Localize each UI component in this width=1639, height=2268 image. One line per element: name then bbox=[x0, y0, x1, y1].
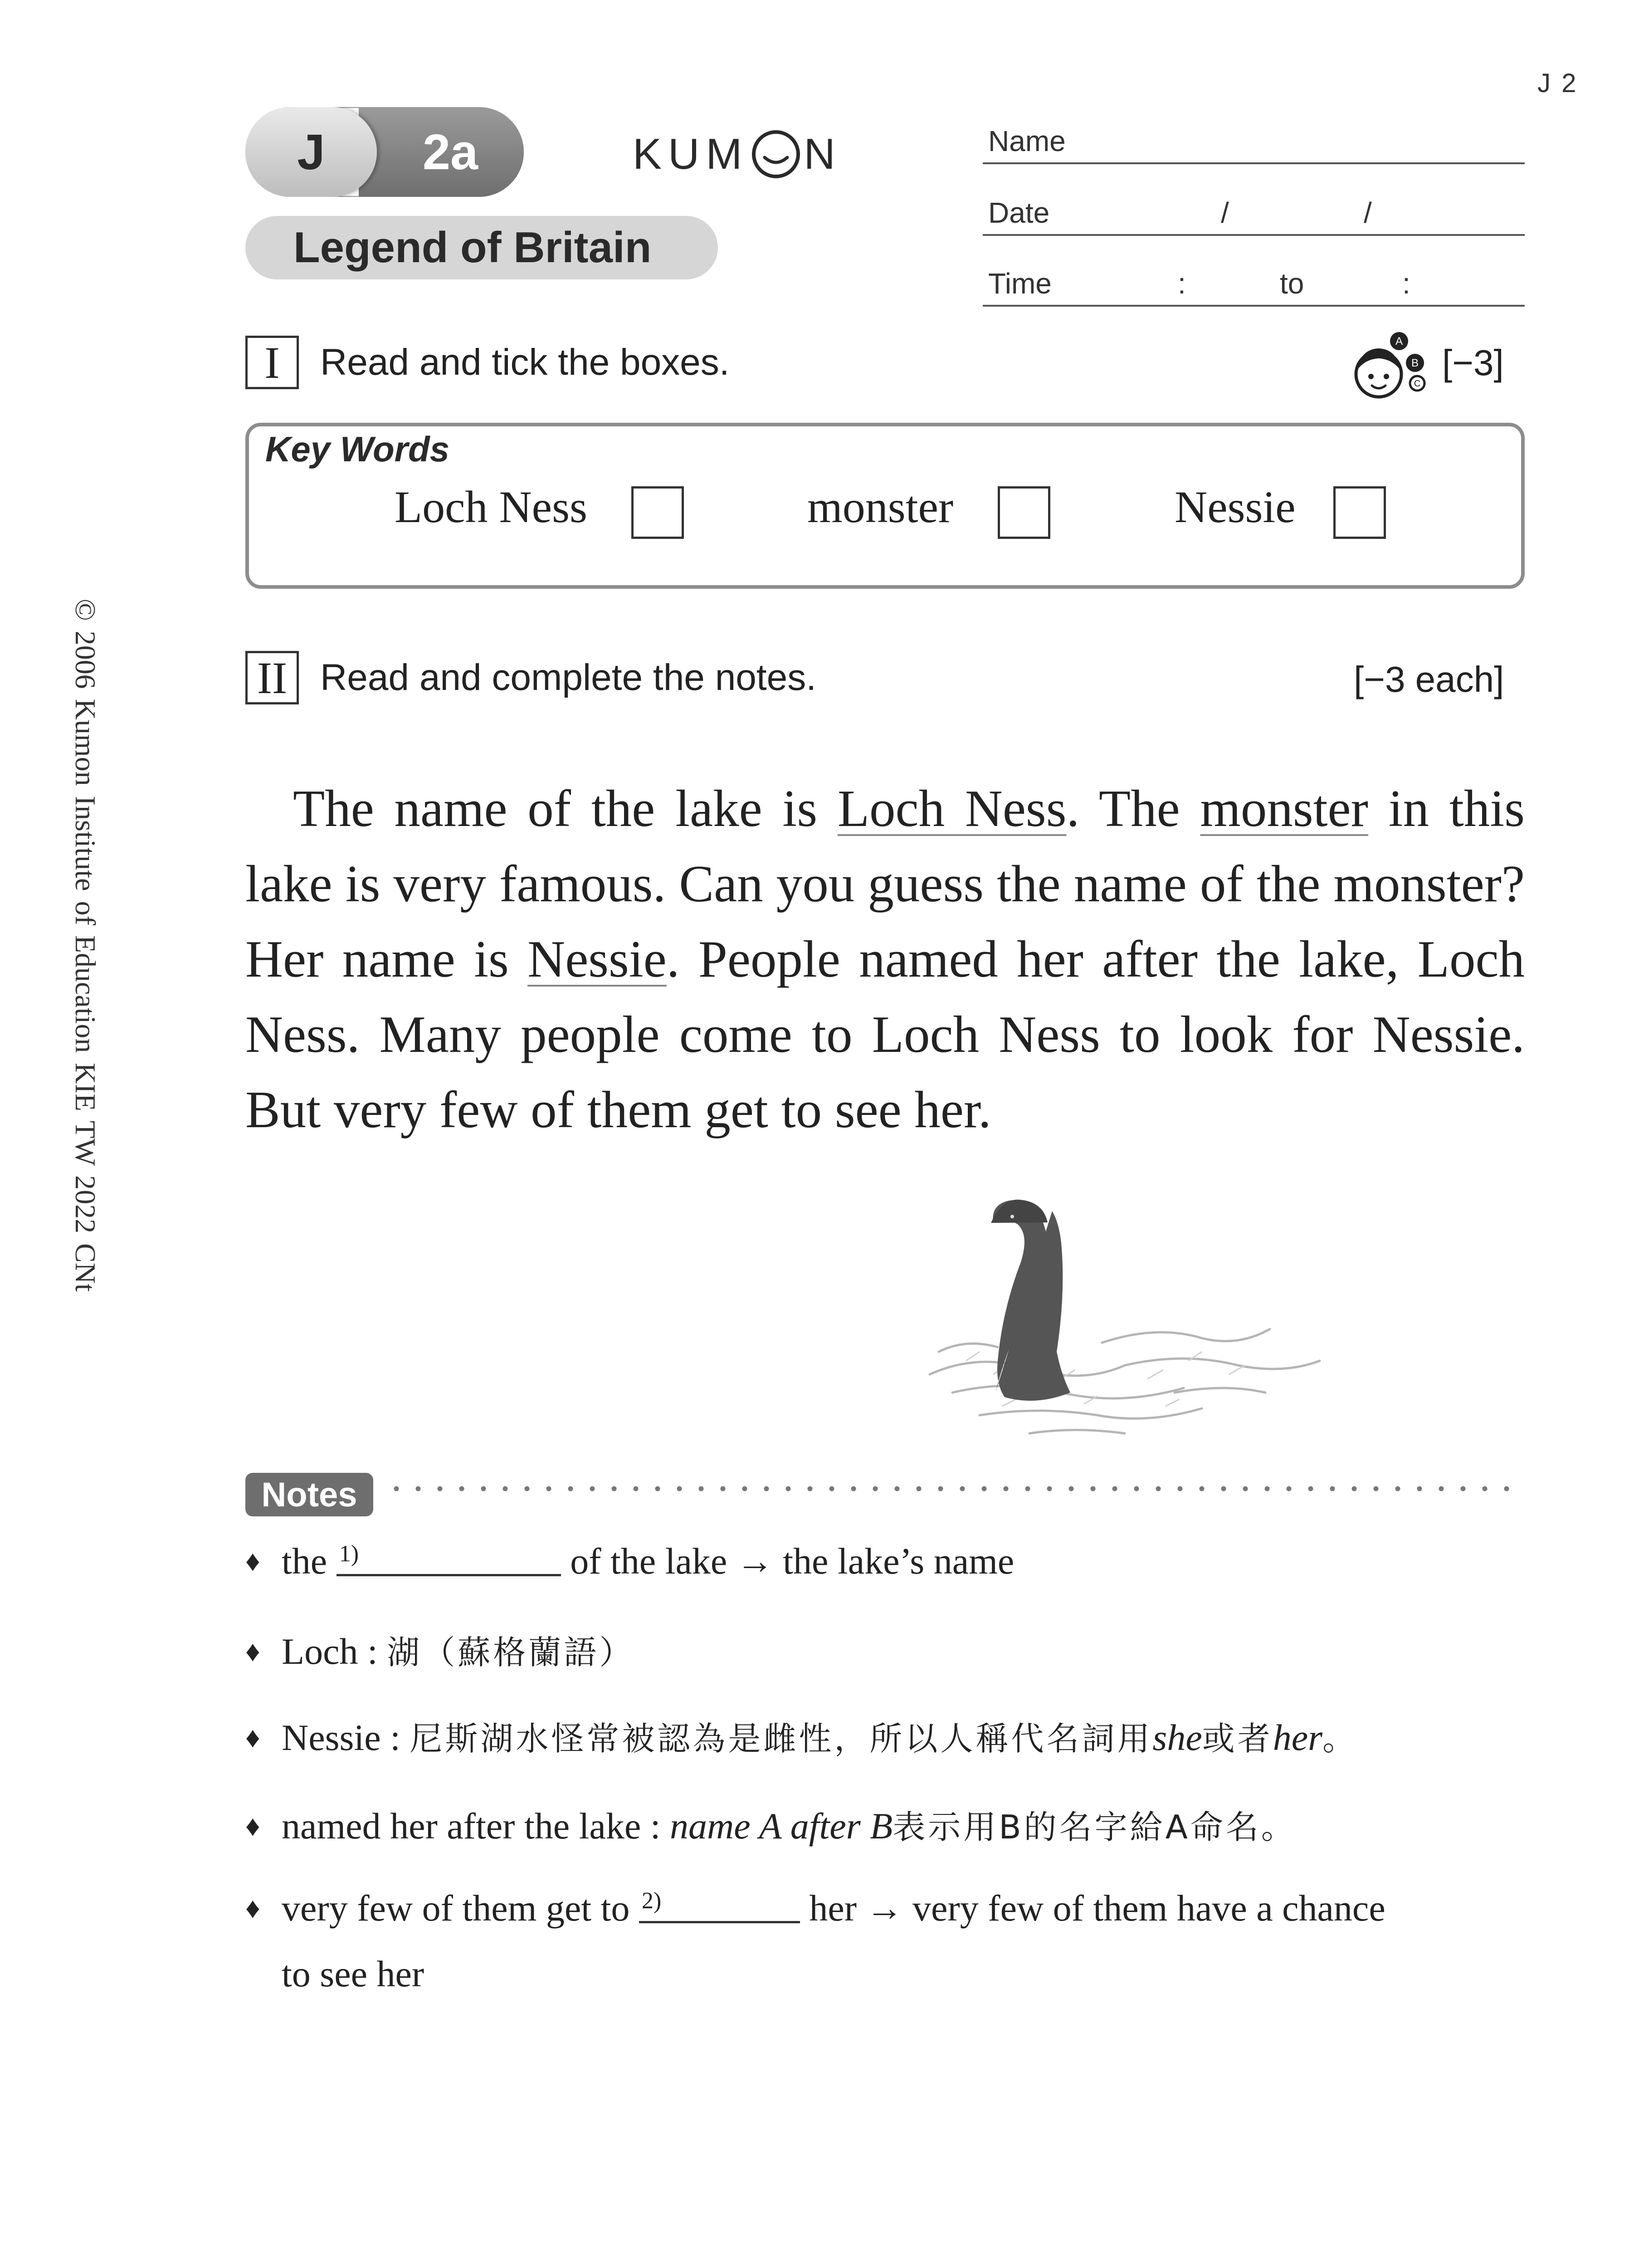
note-pattern: name A after B bbox=[670, 1805, 893, 1847]
passage-text: The name of the lake is bbox=[293, 780, 838, 837]
note-item-3 bbox=[245, 1712, 1358, 1760]
note-item-2 bbox=[245, 1626, 634, 1673]
tick-box-monster[interactable] bbox=[998, 486, 1050, 539]
key-words-title: Key Words bbox=[265, 429, 449, 469]
time-label: Time bbox=[988, 267, 1052, 300]
diamond-bullet-icon: ♦ bbox=[245, 1721, 260, 1754]
underlined-word: monster bbox=[1200, 780, 1368, 837]
passage-text: . The bbox=[1066, 780, 1200, 837]
name-field[interactable] bbox=[983, 114, 1525, 164]
date-separator: / bbox=[1364, 196, 1372, 229]
level-letter: J bbox=[245, 107, 377, 197]
kumon-face-icon bbox=[751, 129, 801, 179]
svg-text:B: B bbox=[1411, 357, 1419, 369]
answer-blank-1[interactable] bbox=[337, 1542, 561, 1576]
section-2-points: [−3 each] bbox=[1354, 659, 1504, 699]
copyright-notice: © 2006 Kumon Institute of Education KIE TW 2022 CNt bbox=[69, 599, 102, 1292]
section-1-instruction: Read and tick the boxes. bbox=[320, 342, 730, 383]
svg-text:C: C bbox=[1414, 379, 1421, 389]
underlined-word: Nessie bbox=[527, 930, 667, 988]
abc-girl-icon bbox=[1349, 331, 1435, 399]
passage-paragraph bbox=[245, 771, 1525, 1148]
note-term: named her after the lake : bbox=[282, 1805, 670, 1847]
loch-ness-monster-illustration bbox=[912, 1179, 1329, 1461]
level-badge bbox=[245, 107, 524, 197]
kumon-logo bbox=[633, 122, 842, 186]
answer-blank-2[interactable] bbox=[639, 1889, 800, 1923]
tick-box-loch-ness[interactable] bbox=[631, 486, 684, 539]
section-2-instruction: Read and complete the notes. bbox=[320, 657, 817, 698]
diamond-bullet-icon: ♦ bbox=[245, 1635, 260, 1667]
note-term: Nessie : bbox=[282, 1717, 410, 1758]
page-code: J 2 bbox=[1537, 68, 1578, 98]
note-gloss: 。 bbox=[1322, 1720, 1358, 1758]
note-italic-word: her bbox=[1273, 1717, 1323, 1758]
time-field[interactable] bbox=[983, 257, 1525, 307]
key-word-monster: monster bbox=[807, 482, 954, 532]
blank-number: 1) bbox=[339, 1541, 359, 1567]
blank-number: 2) bbox=[641, 1888, 662, 1914]
note-text: very few of them get to bbox=[282, 1887, 639, 1929]
note-italic-word: she bbox=[1152, 1717, 1202, 1758]
key-word-loch-ness: Loch Ness bbox=[395, 482, 587, 532]
note-gloss: 湖（蘇格蘭語） bbox=[387, 1633, 635, 1672]
note-text: her → very few of them have a chance bbox=[800, 1887, 1385, 1929]
tick-box-nessie[interactable] bbox=[1333, 486, 1386, 539]
diamond-bullet-icon: ♦ bbox=[245, 1892, 260, 1924]
note-text: the bbox=[282, 1540, 337, 1582]
name-label: Name bbox=[988, 125, 1066, 157]
notes-dotted-rule bbox=[385, 1480, 1525, 1498]
diamond-bullet-icon: ♦ bbox=[245, 1810, 260, 1842]
note-item-1 bbox=[245, 1540, 1014, 1583]
underlined-word: Loch Ness bbox=[837, 780, 1067, 837]
svg-text:A: A bbox=[1395, 335, 1403, 347]
level-sheet: 2a bbox=[359, 107, 524, 197]
reading-passage bbox=[245, 771, 1525, 1148]
time-separator: : bbox=[1402, 267, 1410, 300]
logo-text-kum: KUM bbox=[633, 130, 749, 178]
diamond-bullet-icon: ♦ bbox=[245, 1545, 260, 1577]
section-number-1: I bbox=[245, 336, 299, 389]
logo-text-n: N bbox=[804, 130, 842, 178]
section-1-points: [−3] bbox=[1442, 342, 1504, 383]
date-label: Date bbox=[988, 196, 1050, 229]
note-term: Loch : bbox=[282, 1631, 387, 1672]
passage-text: in this lake is very famous. Can you guess the name of the monster? Her name is bbox=[245, 780, 1525, 988]
note-gloss: 尼斯湖水怪常被認為是雌性，所以人稱代名詞用 bbox=[410, 1720, 1153, 1758]
date-field[interactable] bbox=[983, 186, 1525, 236]
date-separator: / bbox=[1221, 196, 1229, 229]
notes-label: Notes bbox=[245, 1473, 373, 1516]
note-item-5-continuation: to see her bbox=[282, 1953, 424, 1994]
note-text: of the lake → the lake’s name bbox=[561, 1540, 1015, 1582]
note-gloss: 表示用B的名字給A命名。 bbox=[893, 1808, 1297, 1846]
note-item-5 bbox=[245, 1887, 1385, 1930]
note-gloss: 或者 bbox=[1202, 1720, 1273, 1758]
time-separator: : bbox=[1178, 267, 1186, 300]
time-to-label: to bbox=[1280, 267, 1304, 300]
key-word-nessie: Nessie bbox=[1175, 482, 1296, 532]
passage-text: . People named her after the lake, Loch Ness. Many people come to Loch Ness to look for Nessie. But very few of them get to see her. bbox=[245, 930, 1525, 1139]
worksheet-title: Legend of Britain bbox=[245, 216, 718, 279]
section-number-2: II bbox=[245, 651, 299, 704]
note-item-4 bbox=[245, 1801, 1297, 1848]
